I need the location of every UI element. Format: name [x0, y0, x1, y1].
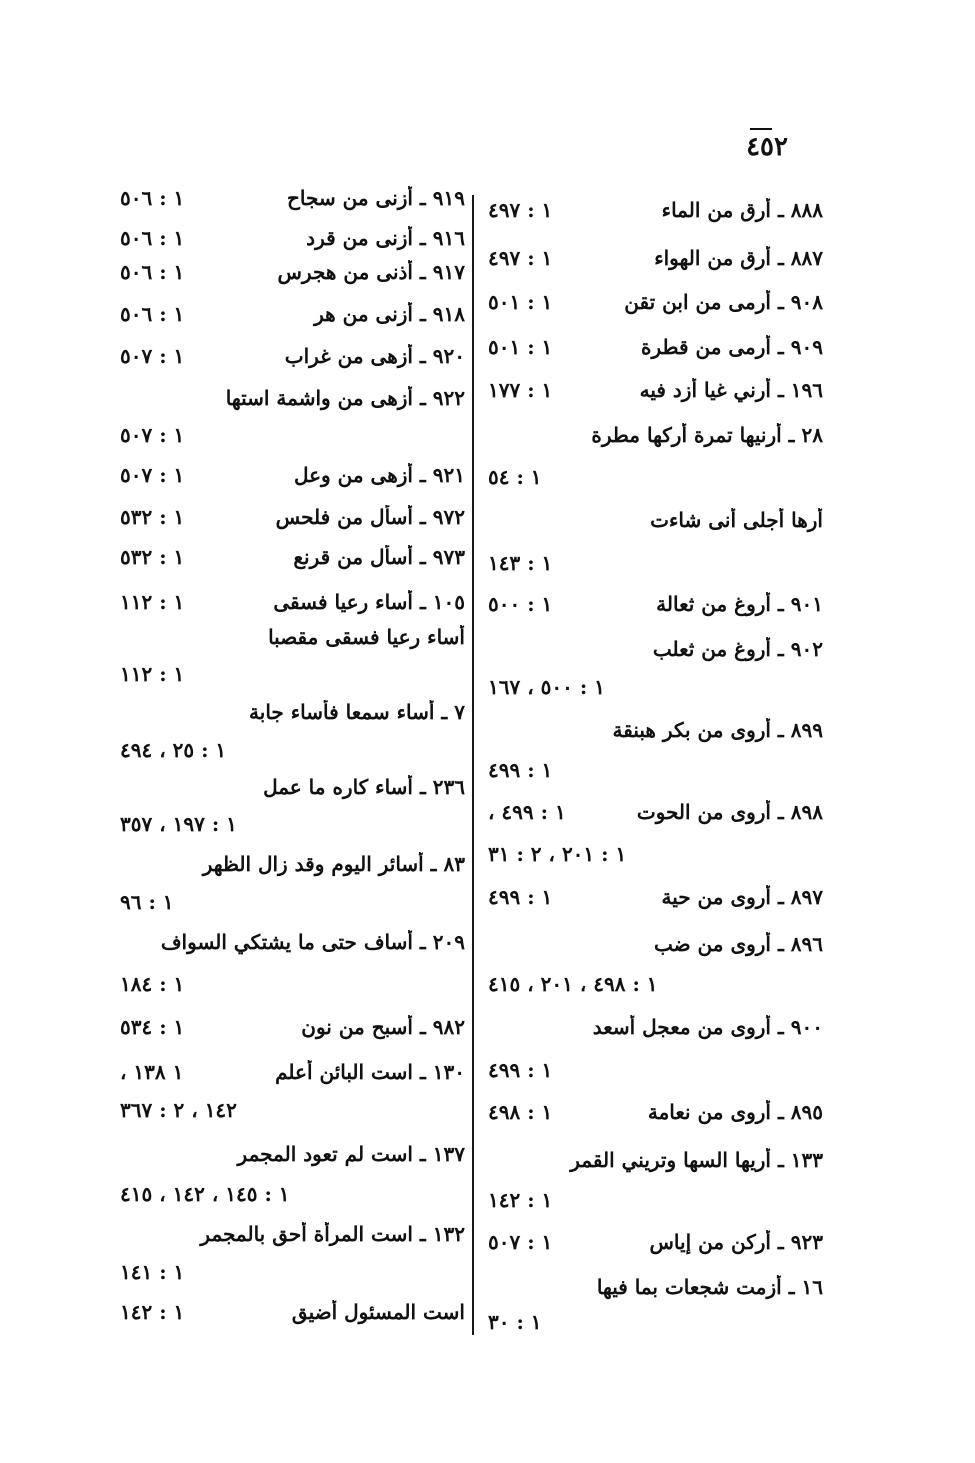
entry-text: ٩١٧ ـ أذنى من هجرس — [277, 260, 465, 284]
index-entry — [120, 1015, 465, 1055]
entry-text: ٨٣ ـ أسائر اليوم وقد زال الظهر — [202, 852, 465, 876]
index-entry — [488, 972, 823, 1012]
entry-text: ٩٧٢ ـ أسأل من فلحس — [275, 505, 465, 529]
index-entry — [488, 465, 823, 505]
entry-reference: ١ : ٥٠٦ — [120, 226, 185, 250]
entry-reference: ١ : ١٤٥ ، ١٤٢ ، ٤١٥ — [120, 1182, 290, 1206]
index-entry — [488, 198, 823, 238]
entry-reference: ١ : ٤٩٩ ، — [488, 800, 566, 824]
index-entry — [488, 637, 823, 677]
entry-reference: ١ : ٤٩٩ — [488, 885, 553, 909]
entry-text: ٩٠٨ ـ أرمى من ابن تقن — [624, 290, 823, 314]
entry-reference: ١ : ٥٣٢ — [120, 545, 185, 569]
entry-text: أرها أجلى أنى شاءت — [650, 508, 823, 532]
index-entry — [488, 1275, 823, 1315]
index-entry — [120, 700, 465, 740]
index-entry — [488, 1148, 823, 1188]
index-entry — [120, 302, 465, 342]
index-entry — [120, 1260, 465, 1300]
entry-text: ٩١٩ ـ أزنى من سجاح — [286, 186, 465, 210]
page-number-mark — [750, 128, 772, 130]
index-entry — [488, 1058, 823, 1098]
index-entry — [488, 592, 823, 632]
entry-reference: ١ : ٥٠٠ ، ١٦٧ — [488, 675, 605, 699]
index-entry — [120, 260, 465, 300]
entry-reference: ١ : ٢٥ ، ٤٩٤ — [120, 738, 227, 762]
entry-text: ٢٠٩ ـ أساف حتى ما يشتكي السواف — [160, 930, 465, 954]
entry-text: ٩٨٢ ـ أسبح من نون — [301, 1015, 465, 1039]
index-entry — [120, 625, 465, 665]
index-entry — [120, 386, 465, 426]
index-entry — [120, 738, 465, 778]
index-entry — [120, 463, 465, 503]
entry-text: ٨٩٨ ـ أروى من الحوت — [636, 800, 823, 824]
entry-reference: ١ : ٥٠١ — [488, 290, 553, 314]
entry-reference: ١ : ٤٩٧ — [488, 198, 553, 222]
entry-reference: ١ : ١٩٧ ، ٣٥٧ — [120, 812, 237, 836]
entry-reference: ١ : ١٤٢ — [120, 1300, 185, 1324]
entry-text: ٩٢٢ ـ أزهى من واشمة استها — [225, 386, 465, 410]
entry-reference: ١ : ٥٠٠ — [488, 592, 553, 616]
entry-text: ٢٨ ـ أرنيها تمرة أركها مطرة — [591, 423, 823, 447]
entry-reference: ١ : ١٤١ — [120, 1260, 185, 1284]
index-entry — [120, 1300, 465, 1340]
index-entry — [120, 1060, 465, 1100]
entry-reference: ١ : ١٤٣ — [488, 551, 553, 575]
index-entry — [488, 1310, 823, 1350]
index-entry — [488, 675, 823, 715]
entry-text: ٧ ـ أساء سمعا فأساء جابة — [249, 700, 465, 724]
entry-reference: ١ : ٤٩٧ — [488, 246, 553, 270]
index-entry — [120, 1182, 465, 1222]
entry-text: ١٠٥ ـ أساء رعيا فسقى — [273, 590, 465, 614]
index-entry — [488, 1230, 823, 1270]
entry-text: ١٣٣ ـ أريها السها وتريني القمر — [570, 1148, 823, 1172]
entry-reference: ١ : ١٤٢ — [488, 1188, 553, 1212]
index-entry — [488, 335, 823, 375]
entry-text: ٨٩٩ ـ أروى من بكر هبنقة — [612, 718, 823, 742]
entry-text: ٩١٦ ـ أزنى من قرد — [306, 226, 465, 250]
index-entry — [488, 378, 823, 418]
entry-text: ٩٠٠ ـ أروى من معجل أسعد — [592, 1015, 823, 1039]
entry-text: ٨٩٥ ـ أروى من نعامة — [647, 1100, 823, 1124]
entry-text: أساء رعيا فسقى مقصبا — [268, 625, 465, 649]
entry-text: ١٩٦ ـ أرني غيا أزد فيه — [639, 378, 823, 402]
index-entry — [488, 885, 823, 925]
entry-text: ٢٣٦ ـ أساء كاره ما عمل — [263, 775, 465, 799]
index-entry — [120, 505, 465, 545]
entry-text: ٩٢٣ ـ أركن من إياس — [649, 1230, 823, 1254]
entry-text: ١٣٠ ـ است البائن أعلم — [275, 1060, 465, 1084]
entry-reference: ١ : ١٨٤ — [120, 972, 185, 996]
entry-reference: ١ : ٤٩٨ ، ٢٠١ ، ٤١٥ — [488, 972, 658, 996]
entry-reference: ١ : ٢٠١ ، ٢ : ٣١ — [488, 842, 627, 866]
entry-reference: ١ : ٥٠٦ — [120, 260, 185, 284]
entry-text: ٩٠٢ ـ أروغ من ثعلب — [652, 637, 823, 661]
entry-text: ٩٢١ ـ أزهى من وعل — [293, 463, 465, 487]
entry-reference: ١ : ١١٢ — [120, 662, 185, 686]
index-entry — [120, 852, 465, 892]
column-divider — [472, 195, 474, 1335]
entry-reference: ١ : ٥٠٦ — [120, 186, 185, 210]
index-entry — [488, 508, 823, 548]
entry-text: ٩٠٩ ـ أرمى من قطرة — [641, 335, 823, 359]
entry-text: است المسئول أضيق — [291, 1300, 465, 1324]
entry-text: ٨٨٨ ـ أرق من الماء — [661, 198, 823, 222]
entry-reference: ١ : ٣٠ — [488, 1310, 542, 1334]
entry-reference: ١ : ٥٣٤ — [120, 1015, 185, 1039]
page-number: ٤٥٢ — [746, 132, 788, 162]
entry-reference: ١ : ١٧٧ — [488, 378, 553, 402]
entry-reference: ١ : ٥٠٧ — [120, 423, 185, 447]
index-entry — [120, 1222, 465, 1262]
entry-text: ١٣٢ ـ است المرأة أحق بالمجمر — [200, 1222, 465, 1246]
entry-text: ٨٨٧ ـ أرق من الهواء — [654, 246, 823, 270]
entry-text: ٩٧٣ ـ أسأل من قرنع — [293, 545, 465, 569]
index-entry — [488, 800, 823, 840]
entry-text: ٩٢٠ ـ أزهى من غراب — [284, 344, 465, 368]
entry-text: ٩١٨ ـ أزنى من هر — [314, 302, 465, 326]
entry-reference: ١ : ٥٣٢ — [120, 505, 185, 529]
index-entry — [120, 423, 465, 463]
index-entry — [488, 842, 823, 882]
entry-reference: ١ : ٤٩٨ — [488, 1100, 553, 1124]
entry-reference: ١ : ٥٠٧ — [120, 344, 185, 368]
entry-reference: ١ : ٥٠٧ — [120, 463, 185, 487]
index-entry — [488, 246, 823, 286]
index-entry — [488, 551, 823, 591]
entry-reference: ١ : ٥٠٧ — [488, 1230, 553, 1254]
entry-reference: ١٤٢ ، ٢ : ٣٦٧ — [120, 1098, 237, 1122]
index-entry — [120, 890, 465, 930]
index-entry — [488, 718, 823, 758]
entry-text: ٨٩٦ ـ أروى من ضب — [653, 932, 823, 956]
index-entry — [120, 186, 465, 226]
index-entry — [120, 930, 465, 970]
entry-reference: ١ : ٤٩٩ — [488, 758, 553, 782]
entry-reference: ١ : ١١٢ — [120, 590, 185, 614]
index-entry — [488, 290, 823, 330]
entry-text: ١٣٧ ـ است لم تعود المجمر — [237, 1142, 465, 1166]
entry-reference: ١ : ٥٤ — [488, 465, 542, 489]
index-entry — [488, 423, 823, 463]
entry-text: ١٦ ـ أزمت شجعات بما فيها — [596, 1275, 823, 1299]
entry-reference: ١ : ٤٩٩ — [488, 1058, 553, 1082]
index-entry — [488, 1015, 823, 1055]
entry-reference: ١ : ٥٠١ — [488, 335, 553, 359]
index-entry — [120, 545, 465, 585]
index-entry — [488, 932, 823, 972]
index-entry — [120, 972, 465, 1012]
index-entry — [120, 1098, 465, 1138]
index-entry — [120, 344, 465, 384]
entry-text: ٨٩٧ ـ أروى من حية — [661, 885, 823, 909]
index-entry — [120, 812, 465, 852]
index-entry — [120, 1142, 465, 1182]
entry-text: ٩٠١ ـ أروغ من ثعالة — [656, 592, 823, 616]
index-entry — [120, 662, 465, 702]
index-entry — [120, 590, 465, 630]
index-entry — [488, 1100, 823, 1140]
entry-reference: ١ : ٩٦ — [120, 890, 174, 914]
index-entry — [488, 1188, 823, 1228]
index-entry — [488, 758, 823, 798]
index-entry — [120, 775, 465, 815]
entry-reference: ١ : ٥٠٦ — [120, 302, 185, 326]
entry-reference: ١ ١٣٨ ، — [120, 1060, 184, 1084]
